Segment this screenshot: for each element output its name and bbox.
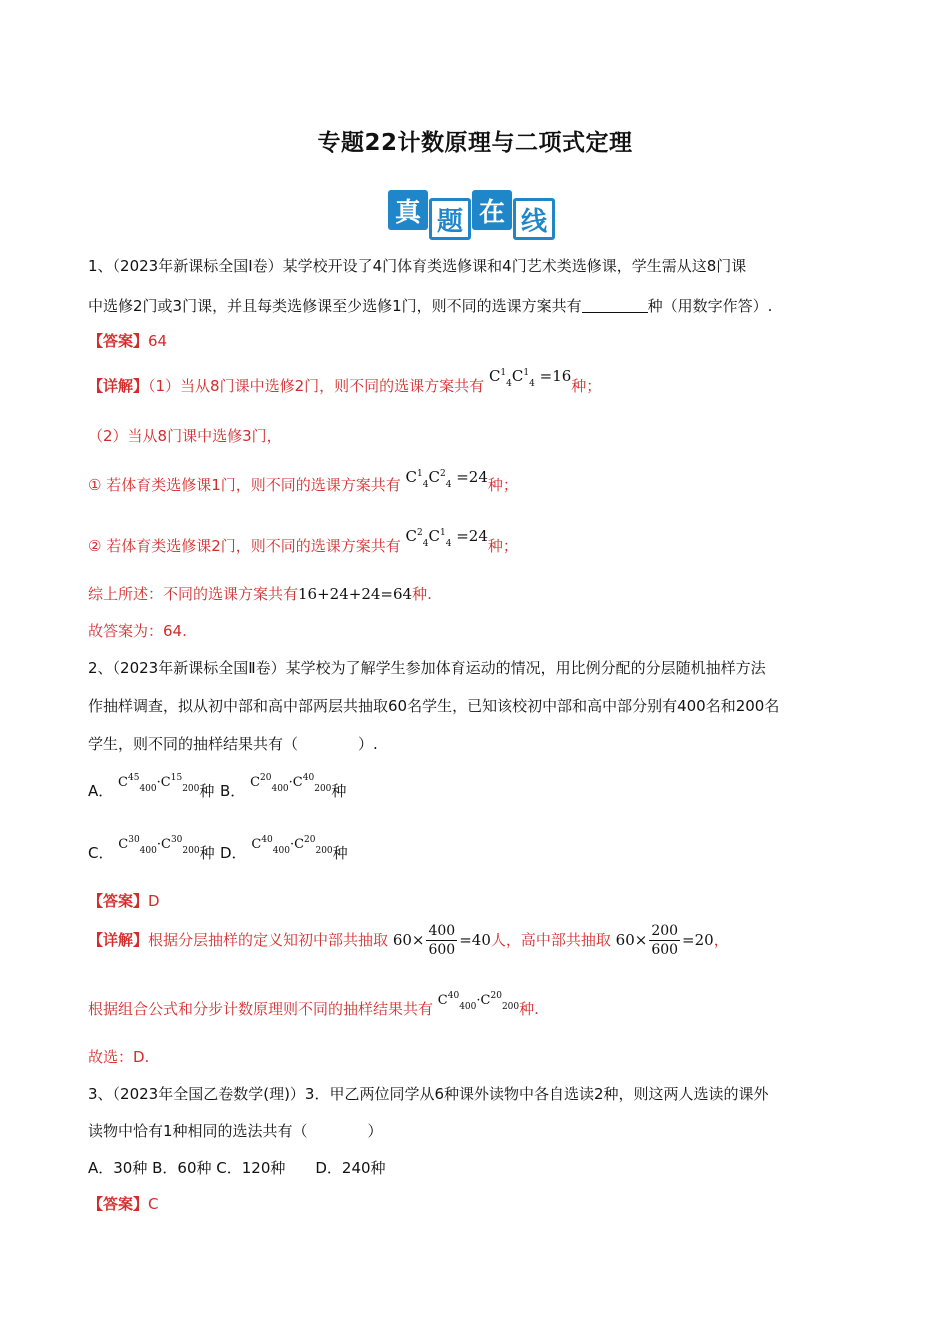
answer-blank xyxy=(582,298,648,313)
q2-detail-1: 【详解】根据分层抽样的定义知初中部共抽取 60× $\frac{400}{600}$ =40人，高中部共抽取 60× $\frac{200}{600}$ =20， xyxy=(88,923,729,958)
q2-option-a[interactable]: A． $C^{45}_{400}\cdot C^{15}_{200}$种 xyxy=(88,773,215,800)
q2-stem-line3: 学生，则不同的抽样结果共有（ ）. xyxy=(88,735,378,753)
badge-char: 线 xyxy=(513,198,555,240)
q1-detail-1: 【详解】（1）当从8门课中选修2门，则不同的选课方案共有 $C^1_4C^1_4 =16$种； xyxy=(88,367,602,395)
q3-stem-line1: 3、（2023年全国乙卷数学(理)）3．甲乙两位同学从6种课外读物中各自选读2种，则这两人选读的课外 xyxy=(88,1085,769,1103)
q1-detail-3: ① 若体育类选修课1门，则不同的选课方案共有 $C^1_4C^2_4 =24$种； xyxy=(88,468,518,494)
q2-option-d[interactable]: D． $C^{40}_{400}\cdot C^{20}_{200}$种 xyxy=(220,835,348,862)
q1-detail-6: 故答案为：64. xyxy=(88,622,187,640)
badge-char: 真 xyxy=(388,190,428,230)
q2-detail-3: 故选：D. xyxy=(88,1048,150,1066)
q2-detail-2: 根据组合公式和分步计数原理则不同的抽样结果共有 $C^{40}_{400}\cdot C^{20}_{200}$种. xyxy=(88,991,539,1018)
q2-answer: 【答案】D xyxy=(88,892,160,910)
q3-answer: 【答案】C xyxy=(88,1195,159,1213)
q1-detail-2: （2）当从8门课中选修3门， xyxy=(88,427,282,445)
badge-char: 在 xyxy=(472,190,512,230)
q1-answer: 【答案】64 xyxy=(88,332,168,350)
q3-stem-line2: 读物中恰有1种相同的选法共有（ ） xyxy=(88,1122,383,1140)
q1-stem-line1: 1、（2023年新课标全国Ⅰ卷）某学校开设了4门体育类选修课和4门艺术类选修课，学生需从这8门课 xyxy=(88,257,747,275)
q2-stem-line2: 作抽样调查，拟从初中部和高中部两层共抽取60名学生，已知该校初中部和高中部分别有400名和200名 xyxy=(88,697,780,715)
badge-char: 题 xyxy=(429,198,471,240)
q3-options: A．30种 B．60种 C．120种 D．240种 xyxy=(88,1159,386,1177)
q1-detail-4: ② 若体育类选修课2门，则不同的选课方案共有 $C^2_4C^1_4 =24$种； xyxy=(88,527,518,555)
q1-detail-5: 综上所述：不同的选课方案共有16+24+24=64种. xyxy=(88,585,432,603)
zhenti-zaixian-badge xyxy=(388,190,555,238)
q1-stem-line2: 中选修2门或3门课，并且每类选修课至少选修1门，则不同的选课方案共有 种（用数字作答）. xyxy=(88,297,773,315)
q2-option-c[interactable]: C． $C^{30}_{400}\cdot C^{30}_{200}$种 xyxy=(88,835,215,862)
q2-stem-line1: 2、（2023年新课标全国Ⅱ卷）某学校为了解学生参加体育运动的情况，用比例分配的分层随机抽样方法 xyxy=(88,659,766,677)
q2-option-b[interactable]: B． $C^{20}_{400}\cdot C^{40}_{200}$种 xyxy=(220,773,347,800)
page-title: 专题22计数原理与二项式定理 xyxy=(317,130,633,156)
